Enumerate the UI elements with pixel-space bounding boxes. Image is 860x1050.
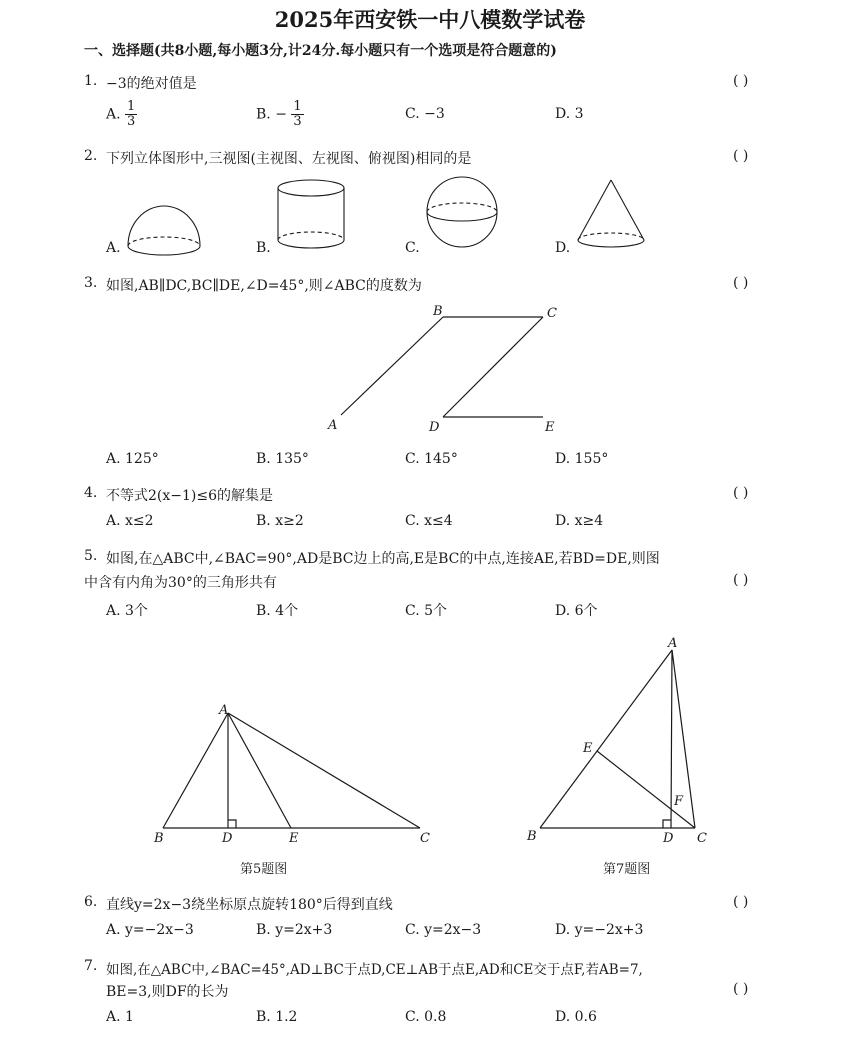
- q4-option-a: A. x≤2: [106, 513, 154, 529]
- q4-number: 4.: [84, 485, 98, 501]
- q2-option-a: A.: [106, 240, 121, 256]
- q6-answer-paren: ( ): [733, 894, 749, 910]
- q4-option-c: C. x≤4: [405, 513, 453, 529]
- cone-shape: [578, 180, 644, 247]
- q5-option-b: B. 4个: [256, 603, 299, 619]
- fig7-caption: 第7题图: [603, 862, 651, 877]
- q2-stem: 下列立体图形中,三视图(主视图、左视图、俯视图)相同的是: [106, 151, 472, 167]
- fig7-label-d: D: [663, 831, 674, 846]
- q3-label-d: D: [429, 420, 440, 435]
- fig5-label-e: E: [289, 831, 299, 846]
- q4-option-d: D. x≥4: [555, 513, 604, 529]
- q5-stem-line1: 如图,在△ABC中,∠BAC=90°,AD是BC边上的高,E是BC的中点,连接AE,若BD=DE,则图: [106, 551, 660, 567]
- q3-answer-paren: ( ): [733, 275, 749, 291]
- q1-option-c: C. −3: [405, 106, 445, 122]
- q7-option-b: B. 1.2: [256, 1009, 298, 1025]
- fig7-label-e: E: [583, 741, 593, 756]
- q3-option-b: B. 135°: [256, 451, 309, 467]
- q7-answer-paren: ( ): [733, 981, 749, 997]
- q5-answer-paren: ( ): [733, 572, 749, 588]
- hemisphere-shape: [128, 206, 200, 255]
- q3-option-c: C. 145°: [405, 451, 458, 467]
- q7-option-d: D. 0.6: [555, 1009, 597, 1025]
- q4-stem: 不等式2(x−1)≤6的解集是: [106, 488, 274, 504]
- q6-number: 6.: [84, 894, 98, 910]
- q3-number: 3.: [84, 275, 98, 291]
- q1-option-a: A. $\frac{1}{3}$: [106, 99, 136, 129]
- q6-option-b: B. y=2x+3: [256, 922, 333, 938]
- q6-option-a: A. y=−2x−3: [106, 922, 194, 938]
- fig5-caption: 第5题图: [240, 862, 288, 877]
- q2-solids-figure: [0, 170, 860, 260]
- sphere-shape: [427, 177, 497, 247]
- q6-option-d: D. y=−2x+3: [555, 922, 644, 938]
- fig7-triangle: [540, 650, 695, 828]
- q3-label-a: A: [328, 418, 338, 433]
- q5-option-d: D. 6个: [555, 603, 598, 619]
- fig5-label-a: A: [219, 703, 229, 718]
- fig5-label-b: B: [154, 831, 164, 846]
- exam-title: 2025年西安铁一中八模数学试卷: [274, 7, 586, 32]
- q7-number: 7.: [84, 958, 98, 974]
- q4-answer-paren: ( ): [733, 485, 749, 501]
- q3-label-b: B: [433, 304, 443, 319]
- q1-number: 1.: [84, 73, 98, 89]
- q3-figure: [0, 295, 860, 440]
- q6-stem: 直线y=2x−3绕坐标原点旋转180°后得到直线: [106, 897, 393, 913]
- q7-stem-line1: 如图,在△ABC中,∠BAC=45°,AD⊥BC于点D,CE⊥AB于点E,AD和CE交于点F,若AB=7,: [106, 962, 643, 978]
- q2-option-c: C.: [405, 240, 420, 256]
- fig5-label-c: C: [420, 831, 430, 846]
- q7-stem-line2: BE=3,则DF的长为: [106, 984, 229, 1000]
- section-heading: 一、选择题(共8小题,每小题3分,计24分.每小题只有一个选项是符合题意的): [84, 43, 557, 59]
- q5-option-c: C. 5个: [405, 603, 448, 619]
- q2-option-d: D.: [555, 240, 571, 256]
- q5-number: 5.: [84, 548, 98, 564]
- q3-label-e: E: [545, 420, 555, 435]
- fig7-label-a: A: [668, 636, 678, 651]
- figures-q5-q7: [0, 630, 860, 880]
- q5-stem-line2: 中含有内角为30°的三角形共有: [84, 575, 277, 591]
- q1-option-d: D. 3: [555, 106, 584, 122]
- fig7-label-f: F: [674, 794, 684, 809]
- cylinder-shape: [278, 180, 344, 248]
- q3-label-c: C: [547, 306, 557, 321]
- q3-option-a: A. 125°: [106, 451, 159, 467]
- fig7-label-c: C: [697, 831, 707, 846]
- q4-option-b: B. x≥2: [256, 513, 304, 529]
- q5-option-a: A. 3个: [106, 603, 148, 619]
- q1-option-b: B. − $\frac{1}{3}$: [256, 99, 302, 129]
- q6-option-c: C. y=2x−3: [405, 922, 482, 938]
- fig5-label-d: D: [222, 831, 233, 846]
- fig5-triangle: [163, 713, 420, 828]
- q7-option-c: C. 0.8: [405, 1009, 447, 1025]
- q2-number: 2.: [84, 148, 98, 164]
- q3-option-d: D. 155°: [555, 451, 609, 467]
- q2-option-b: B.: [256, 240, 271, 256]
- q1-stem: −3的绝对值是: [106, 76, 197, 92]
- q3-stem: 如图,AB∥DC,BC∥DE,∠D=45°,则∠ABC的度数为: [106, 278, 422, 294]
- q3-line-cd: [443, 317, 543, 417]
- q2-answer-paren: ( ): [733, 148, 749, 164]
- q7-option-a: A. 1: [106, 1009, 134, 1025]
- fig7-label-b: B: [527, 829, 537, 844]
- q3-line-ab: [341, 317, 443, 415]
- q1-answer-paren: ( ): [733, 73, 749, 89]
